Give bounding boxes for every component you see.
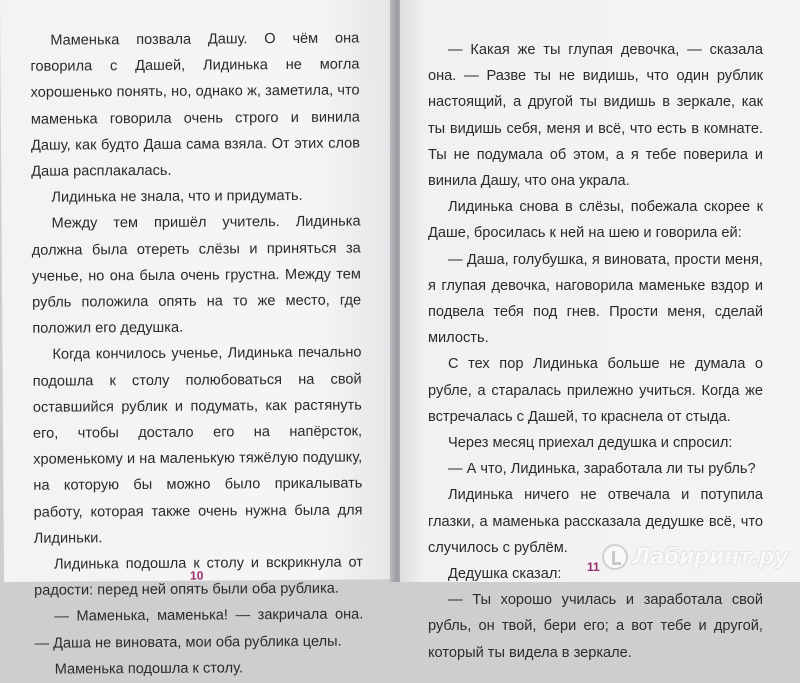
paragraph: — Ты хорошо училась и заработала свой рубль, он твой, бери его; а вот тебе и другой, который ты видела в зеркале. <box>428 592 763 661</box>
labirint-logo-icon <box>602 544 628 570</box>
paragraph: — А что, Лидинька, заработала ли ты рубль? <box>448 461 756 478</box>
paragraph: Лидинька ничего не отвечала и потупила глазки, а маменька рассказала дедушке всё, что случилось с рублём. <box>428 487 763 556</box>
paragraph: Через месяц приехал дедушка и спросил: <box>448 435 733 452</box>
page-number: 11 <box>587 560 600 574</box>
left-page-text <box>30 25 364 682</box>
paragraph: Маменька подошла к столу. <box>54 660 244 678</box>
paragraph: Лидинька не знала, что и придумать. <box>51 188 303 206</box>
paragraph: — Даша, голубушка, я виновата, прости меня, я глупая девочка, наговорила маменьке вздор и подвела тебя под гнев. Прости меня, сделай милость. <box>428 251 763 347</box>
paragraph: Когда кончилось ученье, Лидинька печально подошла к столу полюбоваться на свой оставшийся рублик и подумать, как растянуть его, чтобы достало его на напёрсток, хроменькому и на маленькую тяжёлую подушку, на которую бы можно было прикалывать работу, которая также очень нужна была для Лидиньки. <box>32 344 363 547</box>
paragraph: — Маменька, маменька! — закричала она. — Даша не виновата, мои оба рублика целы. <box>34 606 364 652</box>
paragraph: Лидинька подошла к столу и вскрикнула от радости: перед ней опять были оба рублика. <box>34 554 363 600</box>
left-page <box>0 0 398 678</box>
paragraph: Между тем пришёл учитель. Лидинька должна была отереть слёзы и приняться за ученье, но она была очень грустна. Между тем рубль положила опять на то же место, где положил его дедушка. <box>31 213 362 338</box>
paragraph: Маменька позвала Дашу. О чём она говорила с Дашей, Лидинька не могла хорошенько понять, но, однако ж, заметила, что маменька говорила очень строго и винила Дашу, как будто Даша сама взяла. От этих слов Даша расплакалась. <box>30 30 361 180</box>
page-number: 10 <box>189 568 204 583</box>
watermark-text: Лабиринт.ру <box>632 544 788 570</box>
paragraph: С тех пор Лидинька больше не думала о рубле, а старалась прилежно учиться. Когда же встречалась с Дашей, то краснела от стыда. <box>428 356 763 425</box>
paragraph: Лидинька снова в слёзы, побежала скорее к Даше, бросилась к ней на шею и говорила ей: <box>428 199 763 242</box>
watermark <box>602 544 788 570</box>
paragraph: Дедушка сказал: <box>448 566 562 583</box>
paragraph: — Какая же ты глупая девочка, — сказала она. — Разве ты не видишь, что один рублик настоящий, а другой ты видишь в зеркале, как ты видишь себя, меня и всё, что есть в комнате. Ты не подумала об этом, а я тебе поверила и винила Дашу, что она украла. <box>428 42 763 190</box>
right-page <box>400 0 800 661</box>
